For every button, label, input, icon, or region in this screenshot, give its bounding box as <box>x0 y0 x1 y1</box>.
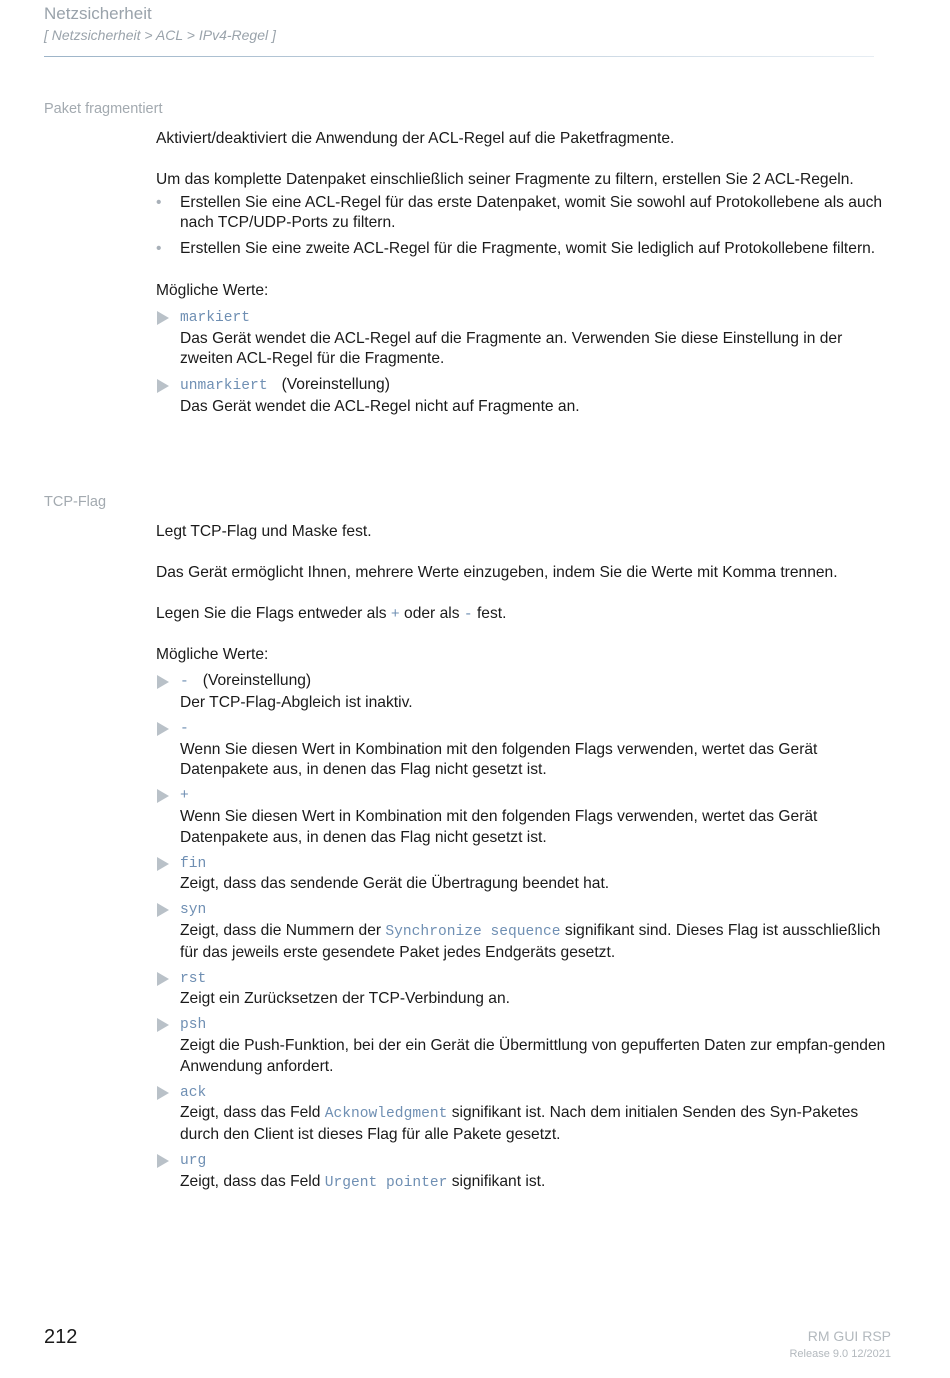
field-name: Urgent pointer <box>324 1174 448 1191</box>
breadcrumb: [ Netzsicherheit > ACL > IPv4-Regel ] <box>44 27 276 43</box>
value-description: Zeigt, dass das Feld Acknowledgment signifikant ist. Nach dem initialen Senden des Syn-Paketes durch den Client ist dieses Flag für alle Pakete gesetzt. <box>180 1104 859 1144</box>
value-item-psh <box>156 1014 892 1077</box>
field-name: Acknowledgment <box>324 1106 448 1123</box>
default-note: (Voreinstellung) <box>281 376 390 394</box>
minus-symbol: - <box>463 606 473 623</box>
value-item-minus <box>156 718 892 781</box>
bullet-icon: • <box>156 193 162 211</box>
page-number: 212 <box>44 1326 78 1348</box>
tcp-flag-intro: Legt TCP-Flag und Maske fest. <box>156 523 372 540</box>
value-item-syn <box>156 899 892 963</box>
value-description: Zeigt ein Zurücksetzen der TCP-Verbindung an. <box>180 990 510 1008</box>
value-item-urg <box>156 1150 892 1194</box>
value-name: psh <box>180 1017 207 1034</box>
value-name: rst <box>180 970 207 987</box>
header-divider <box>44 56 874 57</box>
list-item: • Erstellen Sie eine zweite ACL-Regel für die Fragmente, womit Sie lediglich auf Protokollebene filtern. <box>156 239 892 260</box>
triangle-icon <box>157 311 169 325</box>
value-description: Zeigt, dass die Nummern der Synchronize sequence signifikant sind. Dieses Flag ist ausschließlich für das jeweils erste gesendete Paket jedes Endgeräts gesetzt. <box>180 921 881 961</box>
value-item-fin <box>156 853 892 896</box>
value-name: urg <box>180 1152 207 1169</box>
tcp-flag-paragraph: Das Gerät ermöglicht Ihnen, mehrere Werte einzugeben, indem Sie die Werte mit Komma trennen. <box>156 563 838 581</box>
value-item-minus-default <box>156 671 892 714</box>
triangle-icon <box>157 722 169 736</box>
value-name: - <box>180 674 189 691</box>
value-item-plus <box>156 785 892 848</box>
value-name: unmarkiert <box>180 378 268 395</box>
default-note: (Voreinstellung) <box>202 672 312 690</box>
possible-values-label: Mögliche Werte: <box>156 281 269 299</box>
section-fragment-body <box>156 129 892 418</box>
triangle-icon <box>157 1018 169 1032</box>
release-info: Release 9.0 12/2021 <box>789 1348 891 1360</box>
field-name: Synchronize sequence <box>385 923 561 940</box>
value-item-markiert <box>156 307 892 370</box>
value-description: Das Gerät wendet die ACL-Regel nicht auf Fragmente an. <box>180 397 580 415</box>
value-description: Zeigt die Push-Funktion, bei der ein Gerät die Übermittlung von gepufferten Daten zur empfan-genden Anwendung anfordert. <box>180 1036 886 1075</box>
value-description: Der TCP-Flag-Abgleich ist inaktiv. <box>180 693 413 711</box>
section-tcp-flag-body <box>156 522 892 1194</box>
value-name: fin <box>180 855 207 872</box>
triangle-icon <box>157 379 169 393</box>
triangle-icon <box>157 789 169 803</box>
value-description: Zeigt, dass das sendende Gerät die Übertragung beendet hat. <box>180 875 610 893</box>
value-description: Das Gerät wendet die ACL-Regel auf die Fragmente an. Verwenden Sie diese Einstellung in der zweiten ACL-Regel für die Fragmente. <box>180 329 843 368</box>
value-name: ack <box>180 1084 207 1101</box>
value-description: Zeigt, dass das Feld Urgent pointer signifikant ist. <box>180 1172 546 1191</box>
section-label-fragment: Paket fragmentiert <box>44 101 163 117</box>
value-item-unmarkiert <box>156 375 892 418</box>
fragment-paragraph: Um das komplette Datenpaket einschließlich seiner Fragmente zu filtern, erstellen Sie 2 ACL-Regeln. <box>156 170 854 188</box>
value-description: Wenn Sie diesen Wert in Kombination mit den folgenden Flags verwenden, wertet das Gerät Datenpakete aus, in denen das Flag nicht gesetzt ist. <box>180 807 818 846</box>
triangle-icon <box>157 1086 169 1100</box>
bullet-icon: • <box>156 240 162 258</box>
page-header <box>44 4 892 46</box>
section-label-tcp-flag: TCP-Flag <box>44 494 107 510</box>
value-item-rst <box>156 968 892 1011</box>
triangle-icon <box>157 857 169 871</box>
value-item-ack <box>156 1082 892 1146</box>
tcp-flag-sign-paragraph: Legen Sie die Flags entweder als + oder als - fest. <box>156 604 507 623</box>
plus-symbol: + <box>390 606 400 623</box>
value-name: markiert <box>180 309 251 326</box>
triangle-icon <box>157 1154 169 1168</box>
triangle-icon <box>157 972 169 986</box>
document-id: RM GUI RSP <box>807 1328 891 1344</box>
possible-values-label: Mögliche Werte: <box>156 646 269 664</box>
value-name: + <box>180 788 189 805</box>
list-item: • Erstellen Sie eine ACL-Regel für das erste Datenpaket, womit Sie sowohl auf Protokollebene als auch nach TCP/UDP-Ports zu filtern. <box>156 193 883 232</box>
fragment-bullet-list <box>156 193 892 260</box>
value-name: syn <box>180 902 207 919</box>
fragment-intro: Aktiviert/deaktiviert die Anwendung der ACL-Regel auf die Paketfragmente. <box>156 130 675 147</box>
value-name: - <box>180 720 189 737</box>
triangle-icon <box>157 675 169 689</box>
value-description: Wenn Sie diesen Wert in Kombination mit den folgenden Flags verwenden, wertet das Gerät Datenpakete aus, in denen das Flag nicht gesetzt ist. <box>180 740 818 779</box>
triangle-icon <box>157 903 169 917</box>
header-title: Netzsicherheit <box>44 4 152 23</box>
